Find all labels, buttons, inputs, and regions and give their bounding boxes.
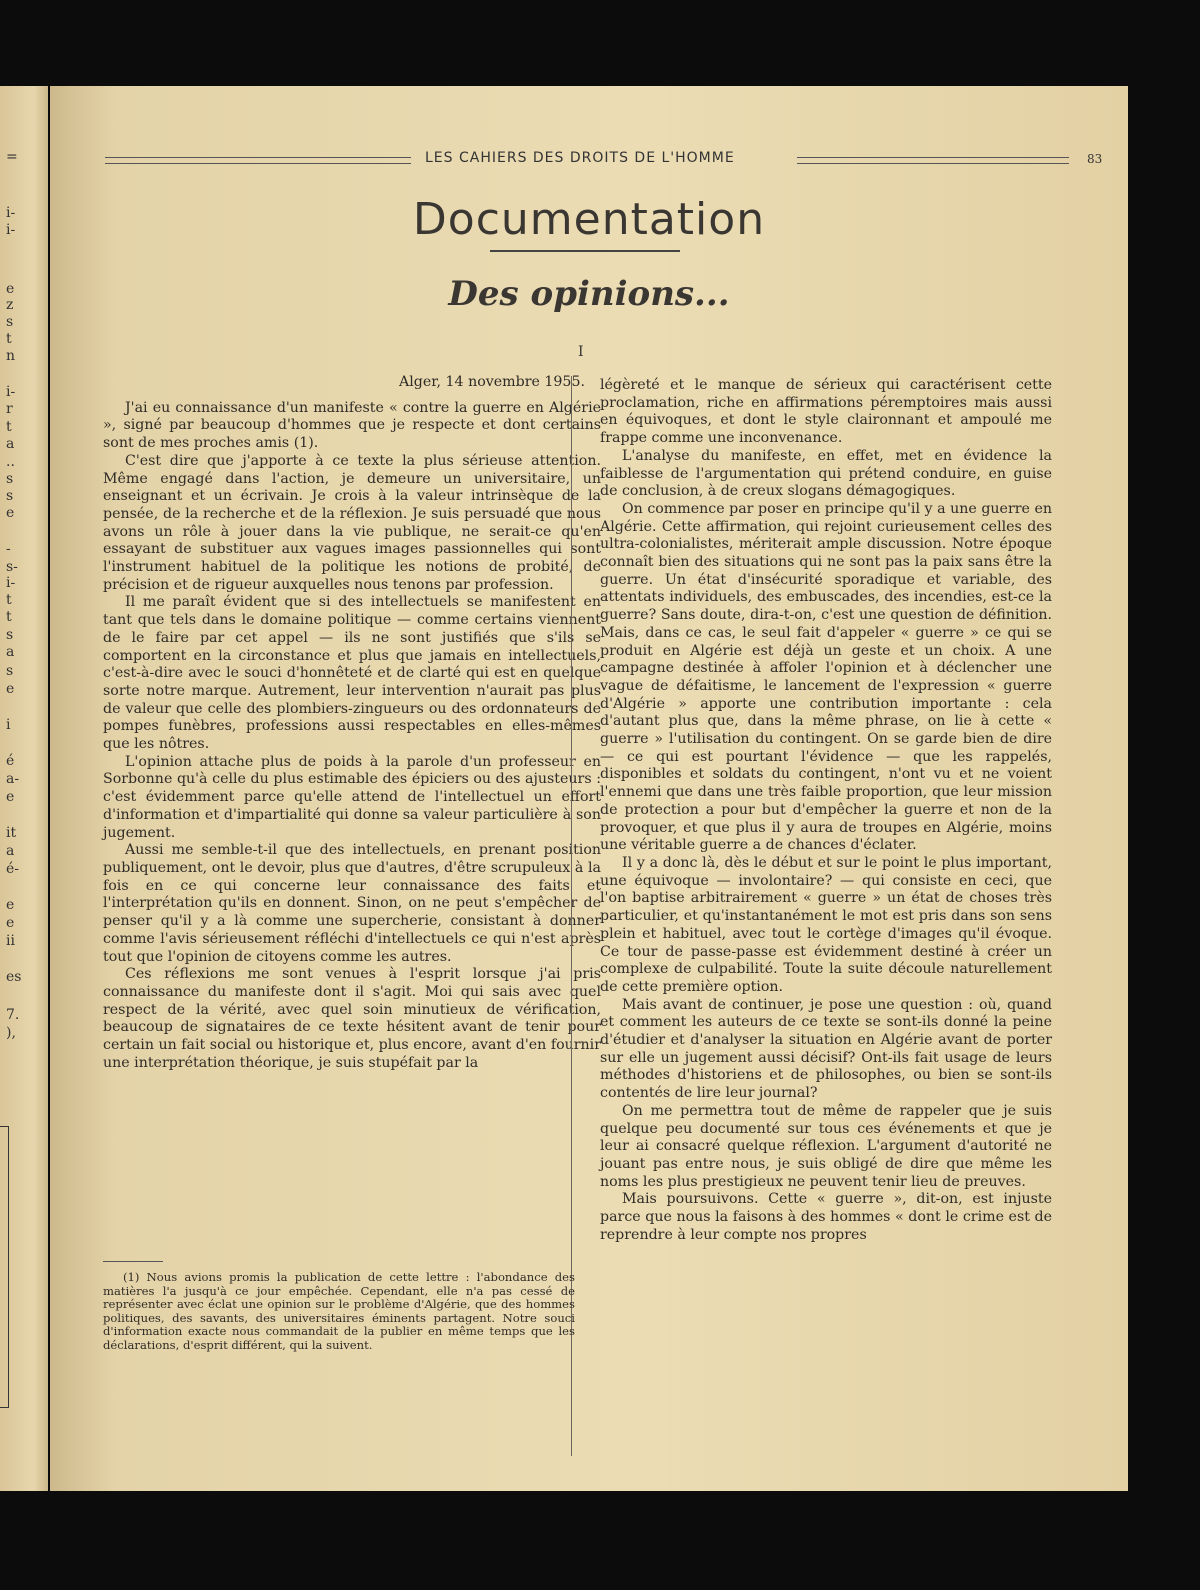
paragraph: Il y a donc là, dès le début et sur le point le plus important, une équivoque — involontaire? — qui consiste en ceci, que l'on baptise arbitrairement « guerre » un état de choses très particulier, et qu'instantanément le mot est pris dans son sens plein et habituel, avec tout le cortège d'images qu'il évoque. Ce tour de passe-passe est évidemment destiné à créer un complexe de culpabilité. Toute la suite découle naturellement de cette première option.: [600, 854, 1052, 995]
previous-page-text-fragment: es: [6, 969, 22, 985]
previous-page-text-fragment: i: [6, 717, 11, 733]
paragraph: L'analyse du manifeste, en effet, met en évidence la faiblesse de l'argumentation qui prétend conduire, en guise de conclusion, à de creux slogans démagogiques.: [600, 447, 1052, 500]
paragraph: On commence par poser en principe qu'il y a une guerre en Algérie. Cette affirmation, qui rejoint curieusement celles des ultra-colonialistes, mériterait ample discussion. Notre époque connaît bien des situations qui ne sont pas la paix sans être la guerre. Un état d'insécurité sporadique et variable, des attentats individuels, des embuscades, des incendies, est-ce la guerre? Sans doute, dira-t-on, c'est une question de définition. Mais, dans ce cas, le seul fait d'appeler « guerre » ce qui se produit en Algérie est déjà un geste et un choix. A une campagne destinée à affoler l'opinion et à déclencher une vague de défaitisme, le lancement de l'expression « guerre d'Algérie » apporte une contribution importante : cela d'autant plus que, dans la même phrase, on lie à cette « guerre » l'utilisation du contingent. On se garde bien de dire — ce qui est pourtant l'évidence — que les rappelés, disponibles et soldats du contingent, n'ont vu et ne voient l'ennemi que dans une très faible proportion, que leur mission de protection a pour but d'empêcher la guerre et non de la provoquer, et que plus il y aura de troupes en Algérie, moins une véritable guerre a de chances d'éclater.: [600, 500, 1052, 854]
previous-page-text-fragment: s: [6, 314, 14, 330]
previous-page-text-fragment: t: [6, 331, 12, 347]
previous-page-text-fragment: i-: [6, 384, 16, 400]
paragraph: Il me paraît évident que si des intellectuels se manifestent en tant que tels dans le domaine politique — comme certains viennent de le faire par cet appel — ils ne sont justifiés que s'ils se comportent en la circonstance et plus que jamais en intellectuels, c'est-à-dire avec le souci d'honnêteté et de clarté qui est en quelque sorte notre marque. Autrement, leur intervention n'aurait pas plus de valeur que celle des plombiers-zingueurs ou des ordonnateurs de pompes funèbres, professions aussi respectables en elles-mêmes que les nôtres.: [103, 594, 601, 753]
running-head-rule-right: [797, 157, 1069, 164]
footnote: [103, 1271, 575, 1353]
previous-page-text-fragment: e: [6, 789, 15, 805]
journal-page: [50, 86, 1128, 1491]
previous-page-text-fragment: e: [6, 915, 15, 931]
paragraph: Aussi me semble-t-il que des intellectuels, en prenant position publiquement, ont le devoir, plus que d'autres, d'être scrupuleux à la fois en ce qui concerne leur connaissance des faits et l'interprétation qu'ils en donnent. Sinon, on ne peut s'empêcher de penser qu'il y a là comme une supercherie, consistant à donner comme l'avis sérieusement réfléchi d'intellectuels ce qui n'est après tout que l'opinion de citoyens comme les autres.: [103, 842, 601, 965]
previous-page-text-fragment: t: [6, 592, 12, 608]
previous-page-text-fragment: it: [6, 825, 17, 841]
previous-page-text-fragment: t: [6, 419, 12, 435]
previous-page-text-fragment: é: [6, 753, 15, 769]
previous-page-text-fragment: i-: [6, 222, 16, 238]
previous-page-text-fragment: a: [6, 436, 15, 452]
running-head-title: LES CAHIERS DES DROITS DE L'HOMME: [425, 150, 735, 166]
previous-page-text-fragment: a: [6, 644, 15, 660]
footnote-text: (1) Nous avions promis la publication de cette lettre : l'abondance des matières l'a jusqu'à ce jour empêchée. Cependant, elle n'a pas cessé de représenter avec éclat une opinion sur le problème d'Algérie, que des hommes politiques, des savants, des universitaires éminents partagent. Notre souci d'information exacte nous commandait de la publier en même temps que les déclarations, d'esprit différent, qui la suivent.: [103, 1270, 575, 1352]
previous-page-edge: [0, 86, 48, 1491]
title-underline: [490, 250, 680, 252]
previous-page-text-fragment: t: [6, 609, 12, 625]
previous-page-text-fragment: s-: [6, 559, 18, 575]
previous-page-text-fragment: e: [6, 505, 15, 521]
left-column: [103, 374, 601, 1072]
dateline: Alger, 14 novembre 1955.: [399, 374, 585, 390]
paragraph: Mais poursuivons. Cette « guerre », dit-on, est injuste parce que nous la faisons à des hommes « dont le crime est de reprendre à leur compte nos propres: [600, 1191, 1052, 1243]
previous-page-text-fragment: 7.: [6, 1007, 20, 1023]
paragraph: L'opinion attache plus de poids à la parole d'un professeur en Sorbonne qu'à celle du plus estimable des épiciers ou des ajusteurs : c'est évidemment parce qu'elle attend de l'intellectuel un effort d'information et d'impartialité qui donne sa valeur particulière à son jugement.: [103, 753, 601, 841]
paragraph: Ces réflexions me sont venues à l'esprit lorsque j'ai pris connaissance du manifeste dont il s'agit. Moi qui sais avec quel respect de la vérité, avec quel soin minutieux de vérification, beaucoup de signataires de ce texte hésitent avant de tenir pour certain un fait social ou historique et, plus encore, avant d'en fournir une interprétation théorique, je suis stupéfait par la: [103, 966, 601, 1071]
previous-page-text-fragment: a: [6, 843, 15, 859]
paragraph: légèreté et le manque de sérieux qui caractérisent cette proclamation, riche en affirmations péremptoires mais aussi en équivoques, et dont le style claironnant et ampoulé me frappe comme une inconvenance.: [600, 377, 1052, 447]
section-number: I: [578, 344, 584, 360]
footnote-rule: [103, 1261, 163, 1262]
paragraph: C'est dire que j'apporte à ce texte la plus sérieuse attention. Même engagé dans l'action, je demeure un universitaire, un enseignant et un écrivain. Je crois à la valeur intrinsèque de la pensée, de la recherche et de la réflexion. Je suis persuadé que nous avons un rôle à jouer dans la vie publique, ne serait-ce qu'en essayant de substituer aux vagues images passionnelles qui sont l'instrument habituel de la politique les notions de probité, de précision et de rigueur auxquelles nous tenons par profession.: [103, 452, 601, 593]
running-head: [105, 150, 1103, 170]
previous-page-text-fragment: ),: [6, 1025, 16, 1041]
previous-page-text-fragment: r: [6, 401, 13, 417]
previous-page-text-fragment: e: [6, 681, 15, 697]
previous-page-text-fragment: i-: [6, 205, 16, 221]
previous-page-text-fragment: ii: [6, 933, 15, 949]
section-title: Documentation: [412, 194, 766, 245]
previous-page-text-fragment: z: [6, 297, 14, 313]
previous-page-text-fragment: ..: [6, 454, 15, 470]
previous-page-text-fragment: é-: [6, 861, 20, 877]
previous-page-text-fragment: n: [6, 348, 16, 364]
previous-page-text-fragment: s: [6, 663, 14, 679]
previous-page-text-fragment: a-: [6, 771, 20, 787]
article-subtitle: Des opinions...: [448, 274, 730, 314]
previous-page-text-fragment: e: [6, 897, 15, 913]
previous-page-text-fragment: i-: [6, 575, 16, 591]
paragraph: Mais avant de continuer, je pose une question : où, quand et comment les auteurs de ce texte se sont-ils donné la peine d'étudier et d'analyser la situation en Algérie avant de porter sur elle un jugement aussi décisif? Ont-ils fait usage de leurs méthodes d'historiens et de philosophes, ou bien se sont-ils contentés de lire leur journal?: [600, 996, 1052, 1102]
page-number: 83: [1087, 152, 1103, 166]
previous-page-box-outline: [0, 1126, 9, 1408]
previous-page-text-fragment: e: [6, 281, 15, 297]
paragraph: On me permettra tout de même de rappeler que je suis quelque peu documenté sur tous ces événements et que je leur ai consacré quelque réflexion. L'argument d'autorité ne jouant pas entre nous, je suis obligé de dire que même les noms les plus prestigieux ne peuvent tenir lieu de preuves.: [600, 1102, 1052, 1190]
previous-page-text-fragment: s: [6, 471, 14, 487]
previous-page-text-fragment: =: [6, 149, 18, 165]
running-head-rule-left: [105, 157, 411, 164]
paragraph: J'ai eu connaissance d'un manifeste « contre la guerre en Algérie », signé par beaucoup d'hommes que je respecte et dont certains sont de mes proches amis (1).: [103, 399, 601, 452]
previous-page-text-fragment: s: [6, 627, 14, 643]
previous-page-text-fragment: -: [6, 541, 11, 557]
right-column: [600, 377, 1052, 1244]
previous-page-text-fragment: s: [6, 488, 14, 504]
